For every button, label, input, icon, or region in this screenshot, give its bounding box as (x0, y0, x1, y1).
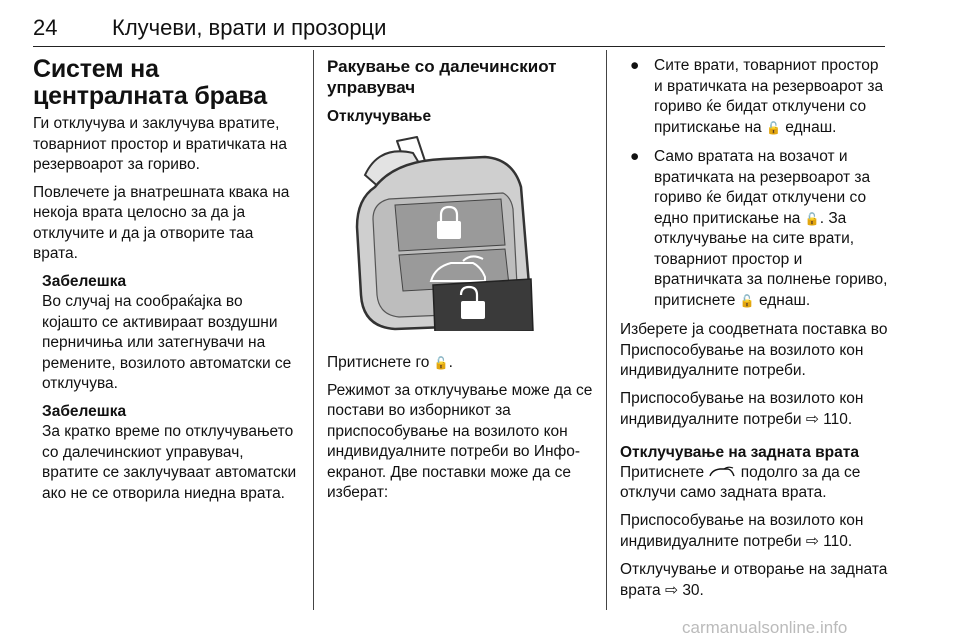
section-heading: Систем на централната брава (33, 55, 267, 110)
remote-key-figure (335, 135, 597, 331)
column-3 (620, 56, 890, 609)
note-title: Забелешка (42, 272, 127, 290)
unlock-icon: 🔓 (433, 356, 449, 370)
column-divider (313, 50, 314, 610)
note-block (42, 272, 301, 505)
paragraph: Притиснете го 🔓. (327, 354, 453, 371)
section-heading: Ракување со далечинскиот управувач (327, 57, 557, 97)
page-title: Клучеви, врати и прозорци (112, 15, 387, 40)
options-list (620, 56, 890, 311)
paragraph: Повлечете ја внатрешната квака на некоја врата целосно за да ја отклучите и да ја отворите таа врата. (33, 183, 290, 262)
watermark: carmanualsonline.info (682, 618, 848, 637)
ref-arrow-icon: ⇨ (805, 410, 819, 428)
subheading: Отклучување (327, 108, 432, 125)
paragraph: Притиснете подолго за да се отклучи само задната врата. (620, 463, 861, 501)
unlock-icon: 🔓 (739, 293, 755, 308)
paragraph: Режимот за отклучување може да се постави во изборникот за приспособување на возилото кон индивидуалните потреби во Инфо-екранот. Две поставки може да се изберат: (327, 381, 593, 501)
column-2 (327, 56, 597, 511)
ref-arrow-icon: ⇨ (665, 581, 678, 599)
paragraph: Ги отклучува и заклучува вратите, товарниот простор и вратичката на резервоарот за гориво. (33, 115, 287, 173)
note-body: За кратко време по отклучувањето со далечинскиот управувач, вратите се заклучуваат автоматски ако не се отворила ниедна врата. (42, 423, 297, 502)
paragraph: Приспособување на возилото кон индивидуалните потреби ⇨ 110. (620, 389, 864, 428)
column-1 (33, 56, 301, 511)
page-header (33, 8, 885, 47)
page-number: 24 (33, 15, 58, 40)
tailgate-icon (708, 466, 736, 478)
list-item: ● Сите врати, товарниот простор и вратичката на резервоарот за гориво ќе бидат отклучени со притискање на 🔓 еднаш. (630, 57, 884, 136)
list-item: ● Само вратата на возачот и вратичката на резервоарот за гориво ќе бидат отклучени со едно притискање на 🔓. За отклучување на сите врати, товарниот простор и вратничката за полнење гориво, притиснете 🔓 еднаш. (630, 148, 888, 309)
paragraph: Отклучување и отворање на задната врата ⇨ 30. (620, 560, 888, 599)
unlock-icon: 🔓 (804, 211, 820, 226)
column-divider (606, 50, 607, 610)
paragraph: Изберете ја соодветната поставка во Приспособување на возилото кон индивидуалните потреби. (620, 321, 888, 379)
paragraph: Приспособување на возилото кон индивидуалните потреби ⇨ 110. (620, 511, 864, 550)
subheading: Отклучување на задната врата (620, 443, 859, 461)
note-title: Забелешка (42, 402, 127, 420)
unlock-icon: 🔓 (765, 120, 781, 135)
ref-arrow-icon: ⇨ (805, 532, 819, 550)
note-body: Во случај на сообраќајка во којашто се активираат воздушни перничиња или затегнувачи на ремените, возилото автоматски се отклучува. (42, 293, 292, 392)
